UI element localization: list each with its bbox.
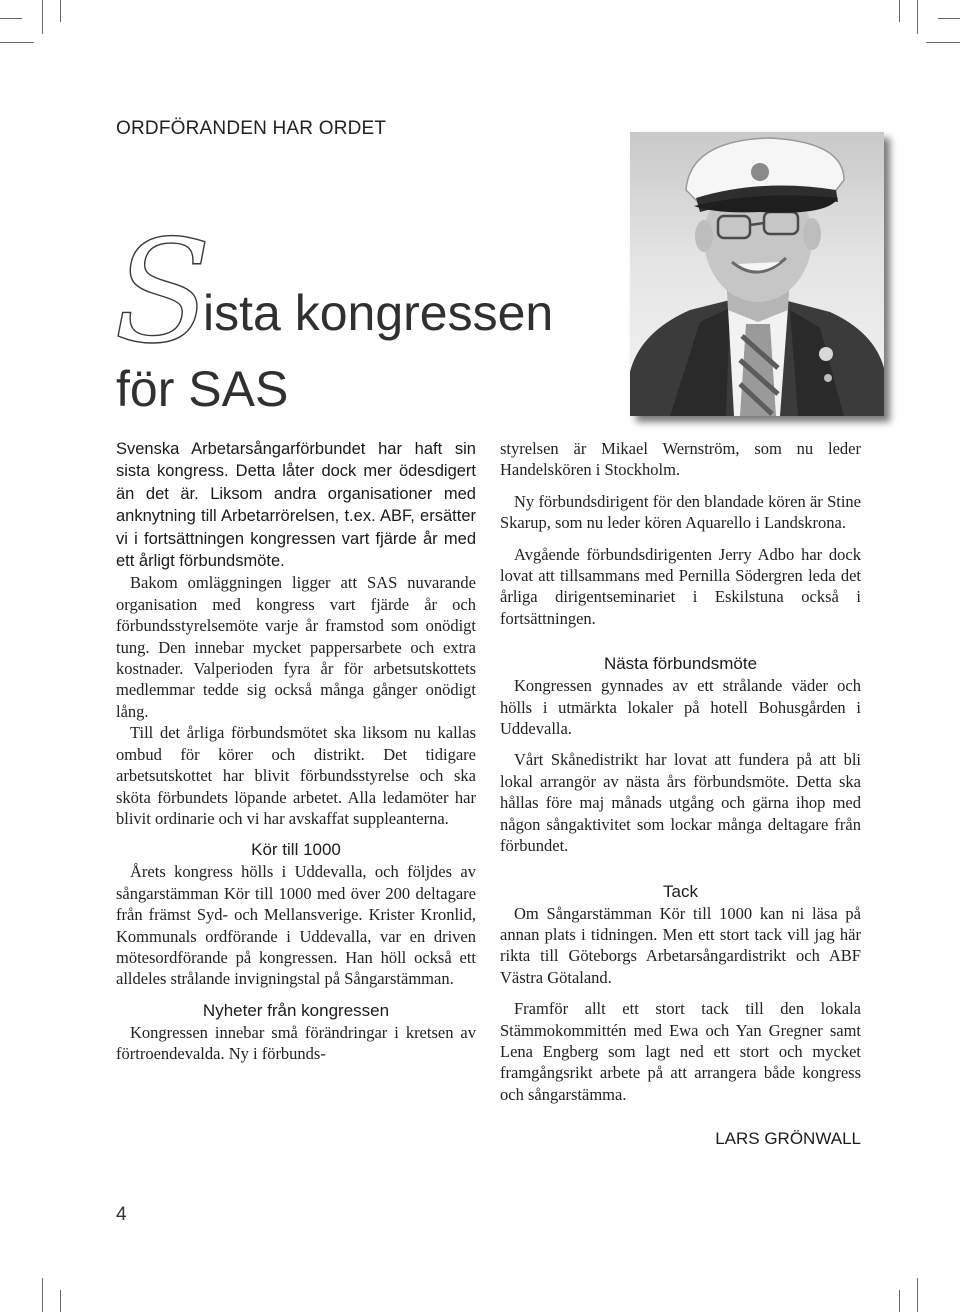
body-paragraph: styrelsen är Mikael Wernström, som nu leder Handelskören i Stockholm. [500,439,861,480]
right-column [500,438,861,1149]
section-label: ORDFÖRANDEN HAR ORDET [116,118,387,139]
body-paragraph: Om Sångarstämman Kör till 1000 kan ni läsa på annan plats i tidningen. Men ett stort tack vill jag här rikta till Göteborgs Arbetarsångardistrikt och ABF Västra Götaland. [500,903,861,987]
body-paragraph: Vårt Skånedistrikt har lovat att fundera på att bli lokal arrangör av nästa års förbundsmöte. Detta ska hållas före maj månads utgång och gärna ihop med någon sångaktivitet som lockar många deltagare från förbundet. [500,750,861,856]
subheading-nyheter: Nyheter från kongressen [202,1000,390,1020]
body-paragraph: Årets kongress hölls i Uddevalla, och följdes av sångarstämman Kör till 1000 med över 200 deltagare från främst Syd- och Mellansverige. Krister Kronlid, Kommunals ordförande i Uddevalla, var en driven mötesordförande på kongressen. Han höll också ett alldeles strålande invigningstal på Sångarstämman. [116,862,476,989]
crop-mark-br-v2 [899,1290,900,1312]
portrait-photo-icon [630,132,884,416]
body-paragraph: Kongressen gynnades av ett strålande väder och hölls i utmärkta lokaler på hotell Bohusgården i Uddevalla. [500,676,861,739]
crop-mark-tr-h2 [938,18,960,19]
subheading-tack: Tack [663,881,698,901]
body-paragraph: Till det årliga förbundsmötet ska liksom nu kallas ombud för körer och distrikt. Det tidigare arbetsutskottet har blivit förbundsstyrelse och ska sköta förbundets löpande arbetet. Alla ledamöter har blivit ordinarie och vi har avskaffat suppleanterna. [116,723,476,828]
body-paragraph: Avgående förbundsdirigenten Jerry Adbo har dock lovat att tillsammans med Pernilla Södergren leda det årliga dirigentseminariet i Eskilstuna också i fortsättningen. [500,544,861,628]
crop-mark-tl-v2 [60,0,61,22]
headline-line1: ista kongressen [203,285,554,341]
crop-mark-br-v [917,1278,918,1312]
subheading-kor-till-1000: Kör till 1000 [251,840,341,860]
headline-initial: S [114,210,212,375]
left-column [116,438,476,1065]
author-signature: LARS GRÖNWALL [715,1129,861,1149]
crop-mark-tl-v [42,0,43,34]
headline-line2: för SAS [116,361,289,417]
crop-mark-tl-h [0,42,34,43]
headline [108,210,608,422]
crop-mark-tr-h [926,42,960,43]
crop-mark-bl-v2 [60,1290,61,1312]
subheading-nasta-forbundsmote: Nästa förbundsmöte [603,654,758,674]
body-paragraph: Kongressen innebar små förändringar i kretsen av förtroendevalda. Ny i förbunds- [116,1022,476,1064]
lead-paragraph: Svenska Arbetarsångarförbundet har haft sin sista kongress. Detta låter dock mer ödesdigert än det är. Liksom andra organisationer med anknytning till Arbetarrörelsen, t.ex. ABF, ersätter vi i fortsättningen kongressen vart fjärde år med ett årligt förbundsmöte. [116,440,476,571]
crop-mark-tr-v [917,0,918,34]
crop-mark-tr-v2 [899,0,900,22]
crop-mark-bl-v [42,1278,43,1312]
crop-mark-tl-h2 [0,18,22,19]
body-paragraph: Bakom omläggningen ligger att SAS nuvarande organisation med kongress vart fjärde år och förbundsstyrelsemöte varje år framstod som onödigt tung. Den innebar mycket pappersarbete och extra kostnader. Valperioden fyra år för arbetsutskottets medlemmar tedde sig också många gånger onödigt lång. [116,573,476,721]
page-number: 4 [116,1204,127,1225]
portrait-photo [630,132,884,416]
body-paragraph: Framför allt ett stort tack till den lokala Stämmokommittén med Ewa och Yan Gregner samt Lena Engberg som lagt ned ett stort och mycket framgångsrikt arbete på att arrangera både kongress och sångarstämma. [500,999,861,1104]
body-paragraph: Ny förbundsdirigent för den blandade kören är Stine Skarup, som nu leder kören Aquarello i Landskrona. [500,491,861,533]
